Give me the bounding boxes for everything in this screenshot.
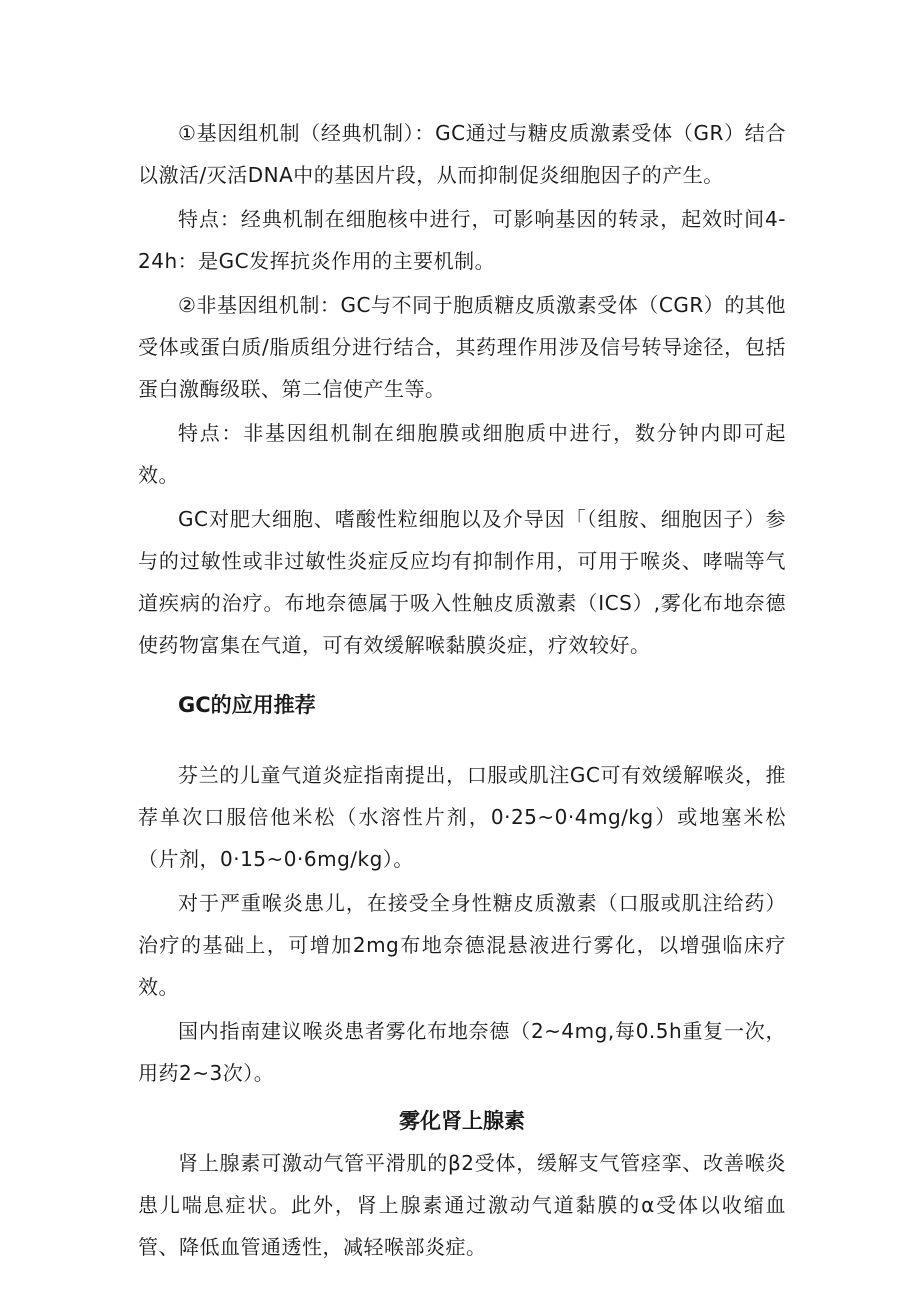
paragraph-gc-effects: GC对肥大细胞、嗜酸性粒细胞以及介导因「（组胺、细胞因子）参与的过敏性或非过敏性炎症反应均有抑制作用，可用于喉炎、哮喘等气道疾病的治疗。布地奈德属于吸入性触皮质激素（ICS）,雾化布地奈德使药物富集在气道，可有效缓解喉黏膜炎症，疗效较好。 [138,507,786,657]
section-heading-nebulized-epinephrine: 雾化肾上腺素 [399,1109,525,1133]
document-body [138,112,786,1268]
paragraph-genomic-features: 特点：经典机制在细胞核中进行，可影响基因的转录，起效时间4-24h：是GC发挥抗炎作用的主要机制。 [138,207,786,273]
paragraph-finland-guideline: 芬兰的儿童气道炎症指南提出，口服或肌注GC可有效缓解喉炎，推荐单次口服倍他米松（水溶性片剂，0·25~0·4mg∕kg）或地塞米松（片剂，0·15~0·6mg∕kg）。 [138,763,786,871]
paragraph-domestic-guideline: 国内指南建议喉炎患者雾化布地奈德（2~4mg,每0.5h重复一次，用药2~3次）。 [138,1019,786,1085]
section-heading-gc-recommendation: GC的应用推荐 [178,693,316,717]
paragraph-epinephrine-mechanism: 肾上腺素可激动气管平滑肌的β2受体，缓解支气管痉挛、改善喉炎患儿喘息症状。此外，肾上腺素通过激动气道黏膜的α受体以收缩血管、降低血管通透性，减轻喉部炎症。 [138,1151,786,1259]
paragraph-genomic-mechanism: ①基因组机制（经典机制）：GC通过与糖皮质激素受体（GR）结合以激活/灭活DNA中的基因片段，从而抑制促炎细胞因子的产生。 [138,121,786,187]
paragraph-nongenomic-mechanism: ②非基因组机制：GC与不同于胞质糖皮质激素受体（CGR）的其他受体或蛋白质/脂质组分进行结合，其药理作用涉及信号转导途径，包括蛋白激酶级联、第二信使产生等。 [138,293,786,401]
paragraph-severe-laryngitis: 对于严重喉炎患儿，在接受全身性糖皮质激素（口服或肌注给药）治疗的基础上，可增加2mg布地奈德混悬液进行雾化，以增强临床疗效。 [138,891,786,999]
paragraph-nongenomic-features: 特点：非基因组机制在细胞膜或细胞质中进行，数分钟内即可起效。 [138,421,786,487]
